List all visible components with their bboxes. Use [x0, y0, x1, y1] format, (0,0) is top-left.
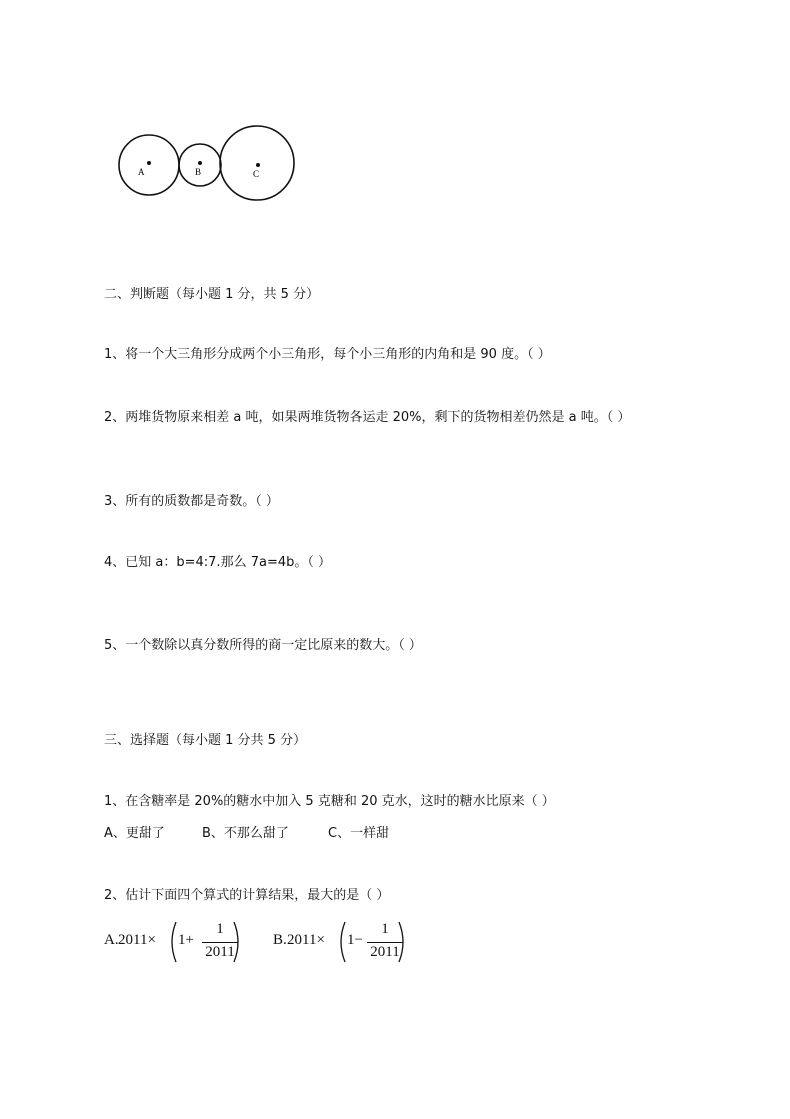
- section2-item-1: 1、将一个大三角形分成两个小三角形，每个小三角形的内角和是 90 度。（ ）: [104, 347, 551, 362]
- circle-a-center: [147, 161, 151, 165]
- section2-item-3: 3、所有的质数都是奇数。（ ）: [104, 494, 279, 509]
- option-b-denominator: 2011: [370, 944, 400, 960]
- option-a-right-paren: [232, 920, 244, 964]
- section3-q1-option-a: A、更甜了: [104, 826, 165, 841]
- section3-q2-option-b: [273, 920, 413, 966]
- option-a-left-paren: [166, 920, 178, 964]
- option-a-denominator: 2011: [205, 944, 235, 960]
- circle-a-label: A: [138, 167, 145, 177]
- section2-title: 二、判断题（每小题 1 分，共 5 分）: [104, 287, 320, 302]
- circle-c-label: C: [253, 169, 260, 179]
- option-a-base: 2011×: [118, 932, 156, 948]
- option-b-base: 2011×: [287, 932, 325, 948]
- option-b-right-paren: [397, 920, 409, 964]
- circle-c: [220, 126, 294, 200]
- section2-item-4: 4、已知 a：b=4:7.那么 7a=4b。（ ）: [104, 555, 331, 570]
- section3-q2: 2、估计下面四个算式的计算结果，最大的是（ ）: [104, 888, 390, 903]
- option-b-one: 1−: [347, 932, 363, 948]
- circle-b-label: B: [195, 167, 202, 177]
- section3-q1: 1、在含糖率是 20%的糖水中加入 5 克糖和 20 克水，这时的糖水比原来（ ）: [104, 794, 555, 809]
- option-b-label: B.: [273, 932, 287, 948]
- option-a-numerator: 1: [216, 921, 224, 937]
- section3-q1-option-b: B、不那么甜了: [202, 826, 289, 841]
- section2-item-2: 2、两堆货物原来相差 a 吨，如果两堆货物各运走 20%，剩下的货物相差仍然是 a 吨。（ ）: [104, 410, 631, 425]
- option-b-numerator: 1: [381, 921, 389, 937]
- section3-title: 三、选择题（每小题 1 分共 5 分）: [104, 733, 307, 748]
- section3-q2-option-a: [104, 920, 244, 966]
- section3-q1-option-c: C、一样甜: [328, 826, 390, 841]
- circles-figure: [112, 120, 302, 206]
- option-a-one: 1+: [178, 932, 194, 948]
- circle-c-center: [256, 163, 260, 167]
- option-b-left-paren: [335, 920, 347, 964]
- circle-b-center: [198, 161, 202, 165]
- section2-item-5: 5、一个数除以真分数所得的商一定比原来的数大。（ ）: [104, 638, 422, 653]
- option-a-label: A.: [104, 932, 119, 948]
